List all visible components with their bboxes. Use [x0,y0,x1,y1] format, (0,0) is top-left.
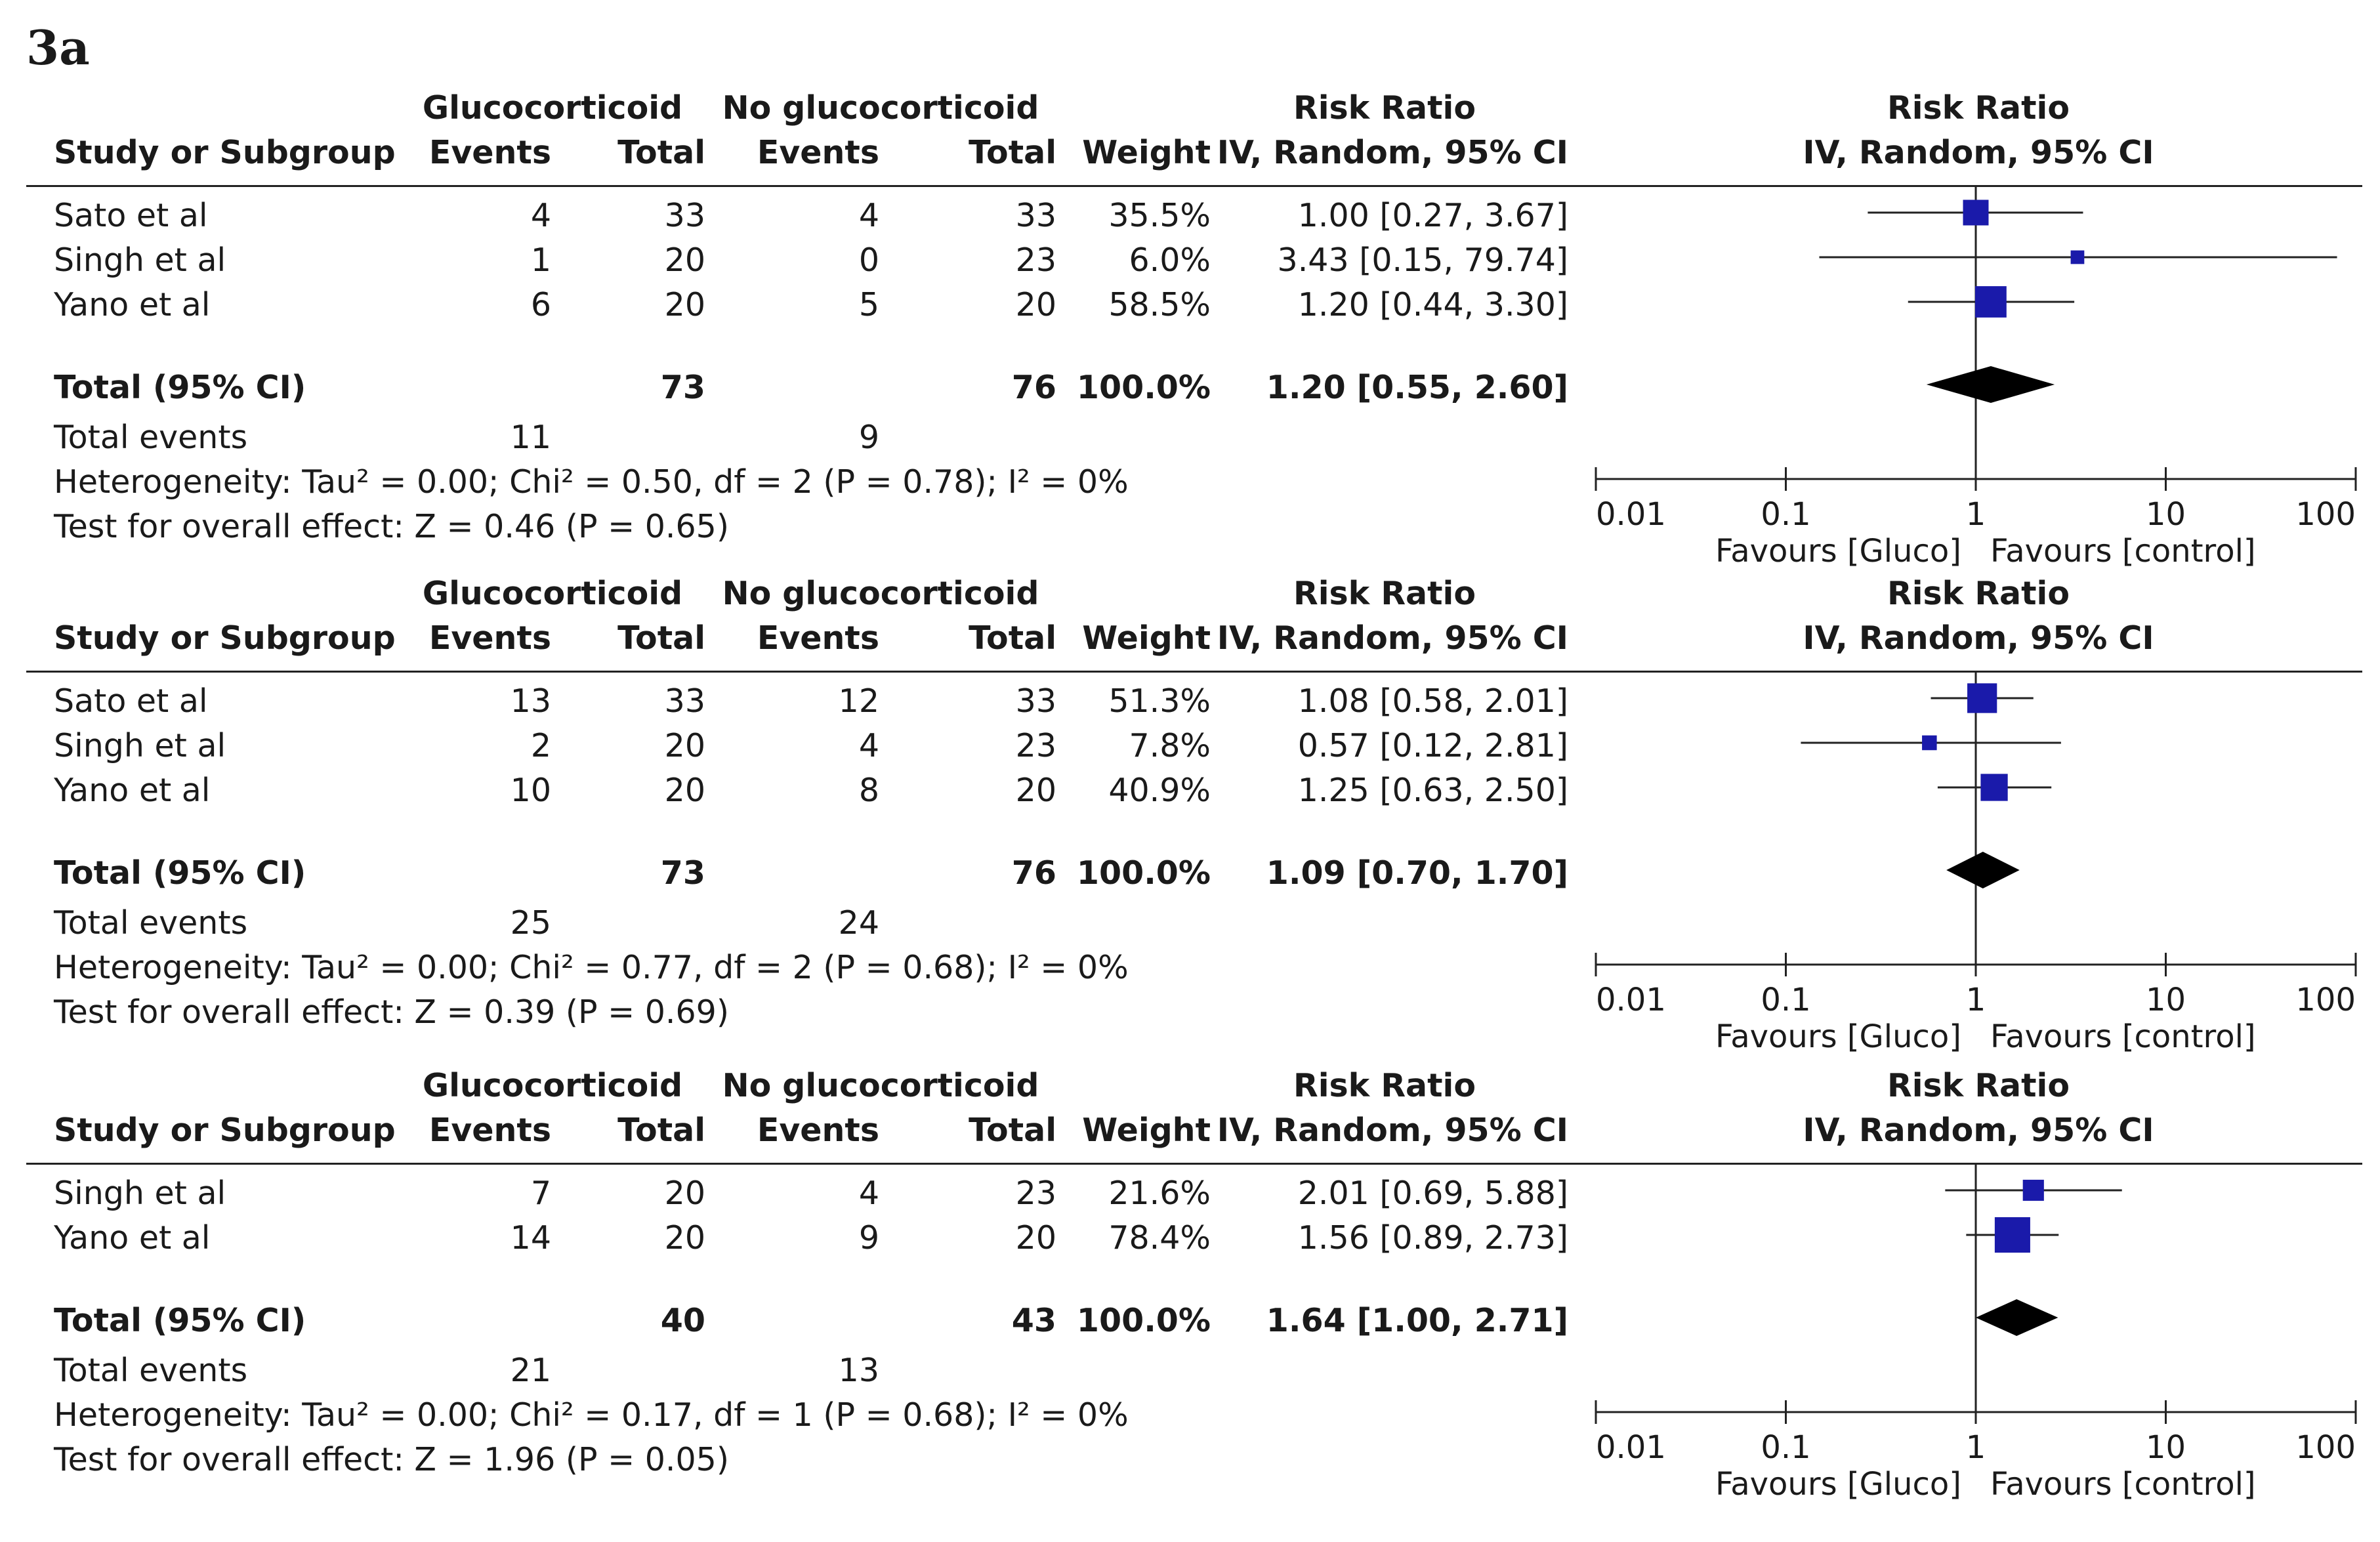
study-ci: 1.25 [0.63, 2.50] [1297,772,1568,809]
study-weight: 78.4% [1108,1219,1211,1257]
study-name: Yano et al [54,772,211,809]
figure-label: 3a [26,20,90,75]
favours-left-label: Favours [Gluco] [1715,1466,1961,1503]
total-ci: 1.20 [0.55, 2.60] [1266,369,1568,406]
heterogeneity: Heterogeneity: Tau² = 0.00; Chi² = 0.17, df = 1 (P = 0.68); I² = 0% [54,1396,1129,1434]
header-group2: No glucocorticoid [722,575,1039,612]
header-group2: No glucocorticoid [722,89,1039,127]
header-plot-rr-title: Risk Ratio [1887,575,2070,612]
study-effect-marker [1980,774,2007,801]
total-events-label: Total events [54,419,248,456]
study-effect-marker [1975,286,2007,318]
study-weight: 51.3% [1108,682,1211,720]
study-events-2: 8 [858,772,879,809]
study-ci: 2.01 [0.69, 5.88] [1297,1175,1568,1212]
study-total-1: 20 [664,1175,705,1212]
x-tick-label: 100 [2295,1429,2356,1466]
total-events-1: 11 [510,419,551,456]
header-events-2: Events [757,134,879,171]
study-events-1: 6 [530,286,551,323]
study-effect-marker [1963,200,1989,226]
overall-effect: Test for overall effect: Z = 0.39 (P = 0.69) [54,993,729,1031]
study-weight: 40.9% [1108,772,1211,809]
study-events-1: 4 [530,197,551,234]
study-weight: 21.6% [1108,1175,1211,1212]
total-events-label: Total events [54,1352,248,1389]
study-events-2: 12 [838,682,879,720]
total-weight: 100.0% [1076,854,1211,892]
study-ci: 1.00 [0.27, 3.67] [1297,197,1568,234]
forest-plot-svg [0,1067,2380,1542]
favours-right-label: Favours [control] [1990,1018,2256,1055]
study-total-2: 20 [1015,286,1056,323]
total-ci: 1.09 [0.70, 1.70] [1266,854,1568,892]
total-ci: 1.64 [1.00, 2.71] [1266,1302,1568,1339]
forest-plot-svg [0,577,2380,1055]
study-effect-marker [1967,683,1997,713]
study-total-2: 23 [1015,241,1056,279]
header-events-1: Events [428,134,551,171]
x-tick-label: 1 [1965,982,1986,1018]
header-total-1: Total [617,1112,705,1149]
total-total-2: 43 [1011,1302,1056,1339]
header-events-1: Events [428,619,551,657]
study-total-2: 33 [1015,197,1056,234]
heterogeneity: Heterogeneity: Tau² = 0.00; Chi² = 0.50, df = 2 (P = 0.78); I² = 0% [54,463,1129,501]
study-total-2: 20 [1015,772,1056,809]
header-weight: Weight [1082,134,1211,171]
study-name: Yano et al [54,1219,211,1257]
study-weight: 35.5% [1108,197,1211,234]
study-name: Singh et al [54,241,226,279]
header-total-1: Total [617,134,705,171]
total-total-2: 76 [1011,369,1056,406]
study-name: Yano et al [54,286,211,323]
favours-left-label: Favours [Gluco] [1715,533,1961,570]
total-total-1: 73 [660,854,705,892]
favours-right-label: Favours [control] [1990,1466,2256,1503]
study-events-1: 14 [510,1219,551,1257]
header-total-2: Total [969,1112,1056,1149]
x-tick-label: 10 [2145,982,2186,1018]
header-rr-title: Risk Ratio [1293,1067,1476,1104]
study-ci: 3.43 [0.15, 79.74] [1277,241,1568,279]
study-events-2: 5 [858,286,879,323]
favours-right-label: Favours [control] [1990,533,2256,570]
x-tick-label: 0.1 [1761,1429,1811,1466]
header-events-2: Events [757,1112,879,1149]
study-name: Sato et al [54,197,208,234]
study-total-1: 20 [664,772,705,809]
summary-diamond [1976,1299,2058,1336]
header-rr-method: IV, Random, 95% CI [1217,1112,1568,1149]
x-tick-label: 0.1 [1761,496,1811,533]
header-rr-title: Risk Ratio [1293,89,1476,127]
study-total-2: 33 [1015,682,1056,720]
study-weight: 6.0% [1129,241,1211,279]
study-total-1: 33 [664,682,705,720]
header-plot-rr-method: IV, Random, 95% CI [1803,619,2154,657]
x-tick-label: 1 [1965,496,1986,533]
total-weight: 100.0% [1076,1302,1211,1339]
total-events-1: 21 [510,1352,551,1389]
overall-effect: Test for overall effect: Z = 1.96 (P = 0.05) [54,1441,729,1478]
study-events-1: 13 [510,682,551,720]
study-effect-marker [2071,251,2085,264]
header-plot-rr-title: Risk Ratio [1887,1067,2070,1104]
total-events-2: 24 [838,904,879,942]
study-name: Singh et al [54,1175,226,1212]
total-events-2: 13 [838,1352,879,1389]
x-tick-label: 0.01 [1596,1429,1666,1466]
header-plot-rr-method: IV, Random, 95% CI [1803,1112,2154,1149]
study-ci: 1.08 [0.58, 2.01] [1297,682,1568,720]
header-rr-method: IV, Random, 95% CI [1217,134,1568,171]
header-events-2: Events [757,619,879,657]
study-events-1: 10 [510,772,551,809]
total-total-1: 73 [660,369,705,406]
study-weight: 7.8% [1129,727,1211,764]
header-group2: No glucocorticoid [722,1067,1039,1104]
study-total-1: 20 [664,727,705,764]
study-effect-marker [1995,1217,2030,1253]
total-weight: 100.0% [1076,369,1211,406]
study-events-2: 4 [858,727,879,764]
heterogeneity: Heterogeneity: Tau² = 0.00; Chi² = 0.77, df = 2 (P = 0.68); I² = 0% [54,949,1129,986]
header-rr-method: IV, Random, 95% CI [1217,619,1568,657]
summary-diamond [1946,852,2020,888]
total-events-2: 9 [858,419,879,456]
header-weight: Weight [1082,619,1211,657]
header-study: Study or Subgroup [54,1112,396,1149]
header-rr-title: Risk Ratio [1293,575,1476,612]
study-ci: 1.56 [0.89, 2.73] [1297,1219,1568,1257]
study-total-2: 23 [1015,1175,1056,1212]
study-events-2: 9 [858,1219,879,1257]
header-events-1: Events [428,1112,551,1149]
header-group1: Glucocorticoid [422,575,683,612]
study-total-1: 20 [664,241,705,279]
study-total-1: 20 [664,286,705,323]
overall-effect: Test for overall effect: Z = 0.46 (P = 0.65) [54,508,729,545]
total-events-label: Total events [54,904,248,942]
forest-panel-1 [0,89,2380,570]
x-tick-label: 0.01 [1596,496,1666,533]
forest-panel-3 [0,1067,2380,1542]
header-plot-rr-method: IV, Random, 95% CI [1803,134,2154,171]
summary-diamond [1927,366,2055,403]
header-group1: Glucocorticoid [422,1067,683,1104]
forest-panel-2 [0,575,2380,1055]
study-events-2: 0 [858,241,879,279]
header-total-2: Total [969,619,1056,657]
forest-plot-svg [0,89,2380,570]
study-events-1: 1 [530,241,551,279]
study-total-1: 33 [664,197,705,234]
favours-left-label: Favours [Gluco] [1715,1018,1961,1055]
study-total-2: 20 [1015,1219,1056,1257]
x-tick-label: 100 [2295,982,2356,1018]
study-total-1: 20 [664,1219,705,1257]
total-label: Total (95% CI) [54,369,306,406]
header-group1: Glucocorticoid [422,89,683,127]
study-events-1: 2 [530,727,551,764]
total-total-2: 76 [1011,854,1056,892]
study-total-2: 23 [1015,727,1056,764]
x-tick-label: 100 [2295,496,2356,533]
study-events-2: 4 [858,197,879,234]
header-study: Study or Subgroup [54,134,396,171]
study-ci: 0.57 [0.12, 2.81] [1297,727,1568,764]
header-total-1: Total [617,619,705,657]
total-events-1: 25 [510,904,551,942]
study-effect-marker [2023,1180,2044,1201]
x-tick-label: 10 [2145,496,2186,533]
study-ci: 1.20 [0.44, 3.30] [1297,286,1568,323]
header-study: Study or Subgroup [54,619,396,657]
total-total-1: 40 [660,1302,705,1339]
study-events-2: 4 [858,1175,879,1212]
study-effect-marker [1922,736,1937,751]
study-name: Sato et al [54,682,208,720]
total-label: Total (95% CI) [54,1302,306,1339]
header-total-2: Total [969,134,1056,171]
x-tick-label: 0.01 [1596,982,1666,1018]
study-events-1: 7 [530,1175,551,1212]
study-name: Singh et al [54,727,226,764]
header-weight: Weight [1082,1112,1211,1149]
study-weight: 58.5% [1108,286,1211,323]
total-label: Total (95% CI) [54,854,306,892]
header-plot-rr-title: Risk Ratio [1887,89,2070,127]
x-tick-label: 0.1 [1761,982,1811,1018]
x-tick-label: 1 [1965,1429,1986,1466]
x-tick-label: 10 [2145,1429,2186,1466]
